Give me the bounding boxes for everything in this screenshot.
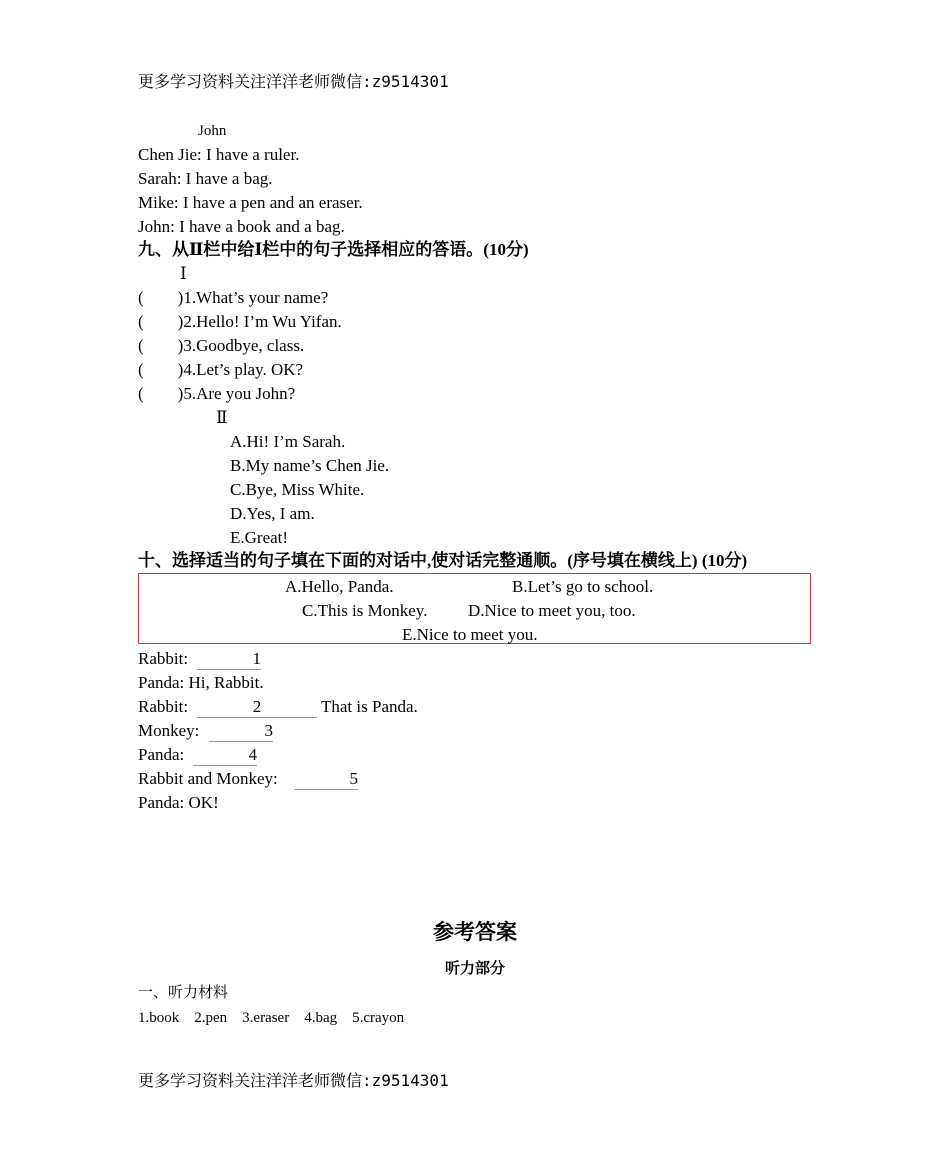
dialogue-speaker: Rabbit: bbox=[138, 697, 189, 716]
dialogue-speaker: Rabbit: bbox=[138, 649, 189, 668]
question-item: ( )5.Are you John? bbox=[138, 384, 296, 403]
answer-blank[interactable]: 4 bbox=[193, 745, 257, 766]
answer-option: C.Bye, Miss White. bbox=[230, 480, 365, 499]
box-option-c: C.This is Monkey. bbox=[302, 601, 428, 620]
section9-title: 九、从Ⅱ栏中给Ⅰ栏中的句子选择相应的答语。(10分) bbox=[138, 240, 529, 259]
box-option-e: E.Nice to meet you. bbox=[402, 625, 538, 644]
answer-blank[interactable]: 1 bbox=[197, 649, 261, 670]
dialogue-continuation: That is Panda. bbox=[321, 697, 418, 716]
question-item: ( )2.Hello! I’m Wu Yifan. bbox=[138, 312, 342, 331]
footer-note: 更多学习资料关注洋洋老师微信:z9514301 bbox=[138, 1071, 449, 1090]
answer-blank[interactable]: 2 bbox=[197, 697, 317, 718]
box-option-d: D.Nice to meet you, too. bbox=[468, 601, 636, 620]
dialogue-line: Mike: I have a pen and an eraser. bbox=[138, 193, 363, 212]
header-note: 更多学习资料关注洋洋老师微信:z9514301 bbox=[138, 72, 449, 91]
answer-key-subtitle: 听力部分 bbox=[444, 961, 505, 977]
listening-answers: 1.book 2.pen 3.eraser 4.bag 5.crayon bbox=[138, 1010, 405, 1026]
dialogue-line: Sarah: I have a bag. bbox=[138, 169, 273, 188]
question-item: ( )1.What’s your name? bbox=[138, 288, 329, 307]
answer-option: E.Great! bbox=[230, 528, 289, 547]
box-option-a: A.Hello, Panda. bbox=[285, 577, 394, 596]
listening-section-label: 一、听力材料 bbox=[138, 985, 229, 1001]
top-name: John bbox=[198, 123, 227, 139]
box-option-b: B.Let’s go to school. bbox=[512, 577, 654, 596]
dialogue-speaker: Panda: Hi, Rabbit. bbox=[138, 673, 264, 692]
answer-key-title: 参考答案 bbox=[433, 920, 517, 944]
dialogue-speaker: Rabbit and Monkey: bbox=[138, 769, 278, 788]
answer-option: D.Yes, I am. bbox=[230, 504, 315, 523]
question-item: ( )3.Goodbye, class. bbox=[138, 336, 305, 355]
column-two-label: Ⅱ bbox=[216, 408, 228, 427]
column-one-label: Ⅰ bbox=[180, 264, 187, 283]
answer-blank[interactable]: 3 bbox=[209, 721, 273, 742]
dialogue-speaker: Monkey: bbox=[138, 721, 200, 740]
dialogue-line: John: I have a book and a bag. bbox=[138, 217, 345, 236]
answer-option: A.Hi! I’m Sarah. bbox=[230, 432, 346, 451]
dialogue-speaker: Panda: OK! bbox=[138, 793, 219, 812]
answer-blank[interactable]: 5 bbox=[294, 769, 358, 790]
dialogue-line: Chen Jie: I have a ruler. bbox=[138, 145, 300, 164]
section10-title: 十、选择适当的句子填在下面的对话中,使对话完整通顺。(序号填在横线上) (10分) bbox=[138, 551, 748, 570]
question-item: ( )4.Let’s play. OK? bbox=[138, 360, 304, 379]
answer-option: B.My name’s Chen Jie. bbox=[230, 456, 390, 475]
dialogue-speaker: Panda: bbox=[138, 745, 185, 764]
